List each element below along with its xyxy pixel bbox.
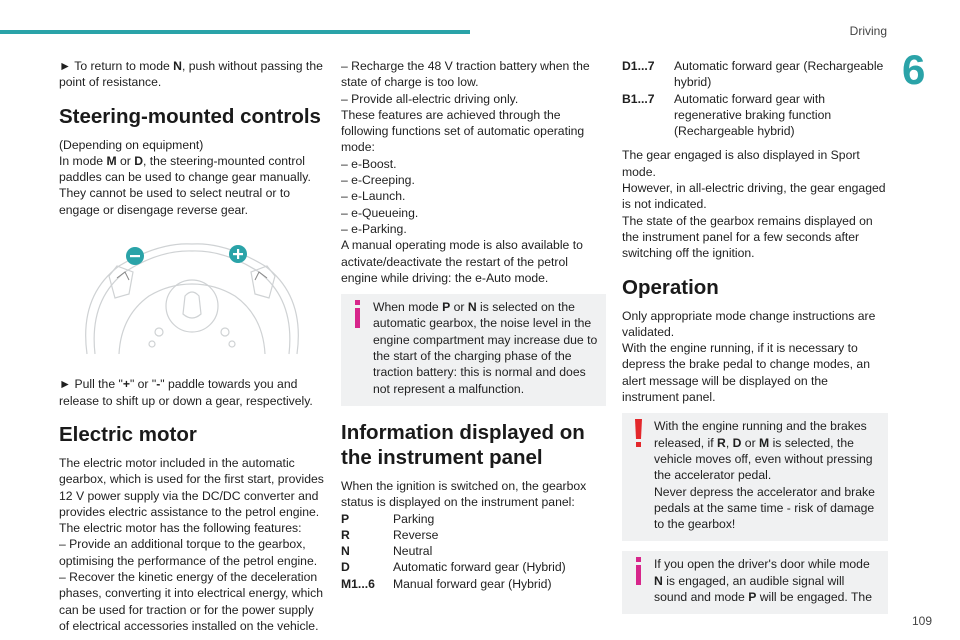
info-icon (631, 557, 645, 587)
function-e-creeping: – e-Creeping. (341, 173, 415, 188)
operation-para-2: With the engine running, if it is necessary to depress the brake pedal to change modes, an alert message will be displayed on the instrument panel. (622, 341, 870, 405)
operation-para-1: Only appropriate mode change instructions are validated. (622, 308, 876, 339)
page-number: 109 (911, 614, 932, 628)
heading-operation: Operation (622, 275, 719, 299)
steer-description: In mode M or D, the steering-mounted control paddles can be used to change gear manually. They cannot be used to select neutral or to engage or disengage reverse gear. (59, 153, 311, 217)
warning-note: With the engine running and the brakes released, if R, D or M is selected, the vehicle moves off, even without pressing the accelerator pedal. Never depress the accelerator and brake pedals at the same time - risk of damage to the gearbox! (622, 413, 888, 541)
function-e-boost: – e-Boost. (341, 156, 397, 171)
steer-equipment-note: (Depending on equipment) (59, 137, 204, 152)
minus-paddle-icon (126, 247, 144, 265)
column-1 (59, 58, 324, 634)
function-e-launch: – e-Launch. (341, 189, 406, 204)
heading-electric-motor: Electric motor (59, 422, 197, 446)
gear-row: D1...7 Automatic forward gear (Rechargeable hybrid) (622, 59, 884, 90)
function-e-queueing: – e-Queueing. (341, 205, 419, 220)
gear-list (341, 511, 606, 592)
manual-mode-text: A manual operating mode is also available to activate/deactivate the restart of the petrol engine while driving: the e-Auto mode. (341, 238, 583, 285)
gear-row: B1...7 Automatic forward gear with regenerative braking function (Rechargeable hybrid) (622, 91, 832, 139)
column-3 (622, 58, 888, 624)
gear-row: R Reverse (341, 527, 439, 542)
function-e-parking: – e-Parking. (341, 221, 407, 236)
heading-instrument-panel: Information displayed on the instrument panel (341, 420, 585, 469)
all-electric-text: However, in all-electric driving, the gear engaged is not indicated. (622, 181, 886, 212)
feature-all-electric: – Provide all-electric driving only. (341, 91, 519, 106)
electric-para-2: The electric motor has the following features: (59, 521, 302, 536)
instrument-intro: When the ignition is switched on, the gearbox status is displayed on the instrument panel: (341, 478, 587, 510)
steering-wheel-illustration (59, 236, 324, 360)
gear-row: M1...6 Manual forward gear (Hybrid) (341, 576, 552, 591)
sport-mode-text: The gear engaged is also displayed in Sport mode. (622, 148, 860, 179)
electric-feature-1: – Provide an additional torque to the gearbox, optimising the performance of the petrol engine. (59, 537, 318, 568)
info-icon (350, 300, 364, 330)
chapter-number: 6 (902, 46, 926, 93)
section-name: Driving (849, 24, 887, 38)
plus-paddle-icon (229, 245, 247, 263)
info-note-door: If you open the driver's door while mode N is engaged, an audible signal will sound and mode P will be engaged. The (622, 551, 888, 614)
header-accent-bar (0, 30, 470, 34)
electric-para-1: The electric motor included in the automatic gearbox, which is used for the first start, provides 12 V power supply via the DC/DC converter and provides electric assistance to the petrol engine. (59, 455, 324, 519)
column-2 (341, 58, 606, 592)
info-note-noise: When mode P or N is selected on the automatic gearbox, the noise level in the engine compartment may increase due to the start of the charging phase of the traction battery: this is normal and does not represent a malfunction. (341, 294, 606, 406)
electric-feature-2: – Recover the kinetic energy of the deceleration phases, converting it into electrical energy, which can be used for traction or for the power supply of electrical accessories installed on the vehicle. (59, 570, 323, 633)
functions-intro: These features are achieved through the following functions set of automatic operating mode: (341, 107, 585, 155)
gear-row: N Neutral (341, 544, 433, 559)
pull-paddle-text: ► Pull the "+" or "-" paddle towards you and release to shift up or down a gear, respectively. (59, 377, 313, 408)
gearbox-state-text: The state of the gearbox remains displayed on the instrument panel for a few seconds after switching off the ignition. (622, 213, 873, 261)
return-mode-n-text: ► To return to mode N, push without passing the point of resistance. (59, 59, 323, 90)
gear-list-rechargeable (622, 58, 888, 139)
heading-steering-controls: Steering-mounted controls (59, 104, 321, 128)
warning-icon (631, 419, 645, 449)
feature-recharge: – Recharge the 48 V traction battery when the state of charge is too low. (341, 59, 590, 90)
gear-row: D Automatic forward gear (Hybrid) (341, 560, 566, 575)
gear-row: P Parking (341, 511, 435, 526)
